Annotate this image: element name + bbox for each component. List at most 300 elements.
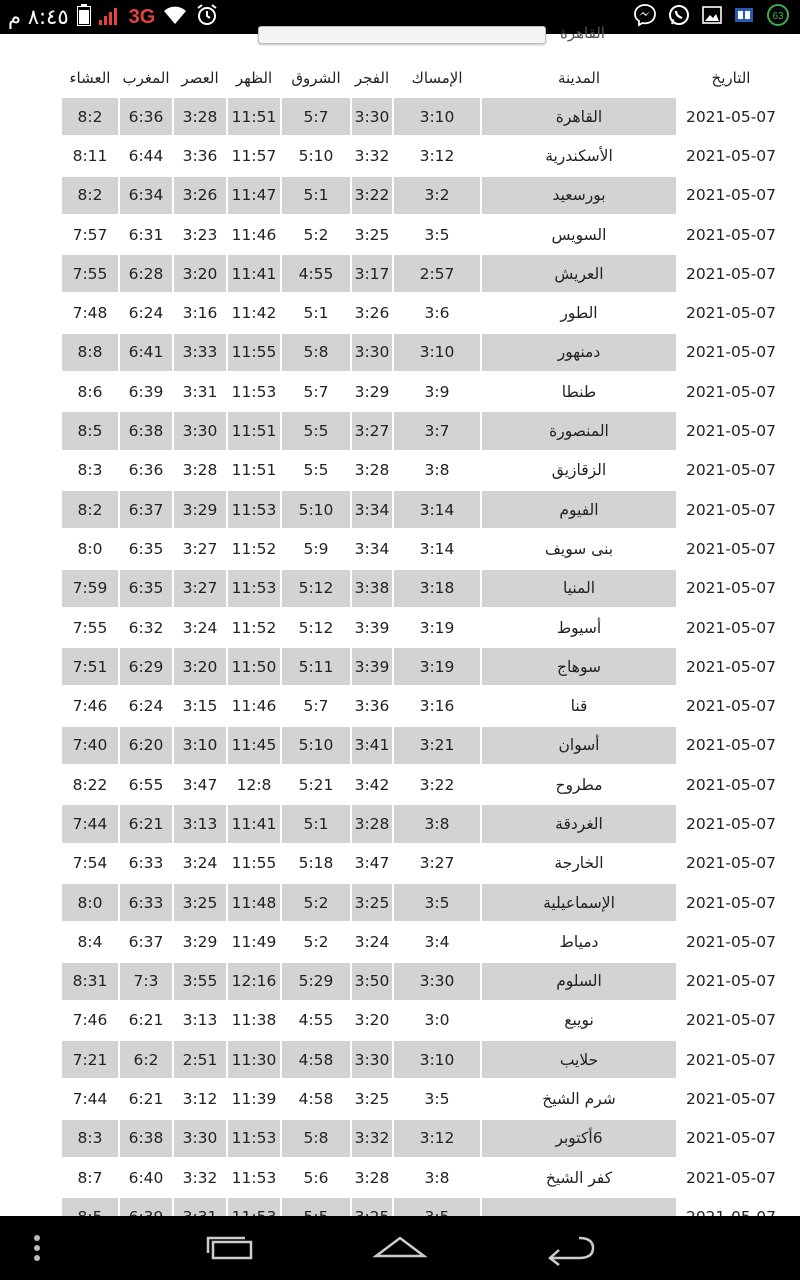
- cell-date: 2021-05-07: [678, 1041, 784, 1078]
- wifi-icon: [163, 5, 187, 29]
- cell-fajr: 3:29: [352, 373, 392, 410]
- cell-asr: 3:15: [174, 687, 226, 724]
- cell-imsak: 3:7: [394, 412, 480, 449]
- cell-dhuhr: 11:39: [228, 1080, 280, 1117]
- cell-imsak: 3:8: [394, 452, 480, 489]
- cell-city: الزقازيق: [482, 452, 676, 489]
- cell-isha: 7:55: [62, 255, 118, 292]
- cell-city: المنيا: [482, 570, 676, 607]
- cell-date: 2021-05-07: [678, 294, 784, 331]
- cell-isha: 8:4: [62, 923, 118, 960]
- cell-fajr: 3:26: [352, 294, 392, 331]
- cell-maghrib: 6:38: [120, 1120, 172, 1157]
- cell-dhuhr: 11:48: [228, 884, 280, 921]
- cell-maghrib: 6:31: [120, 216, 172, 253]
- cell-city: الطور: [482, 294, 676, 331]
- menu-dots-icon[interactable]: [20, 1216, 54, 1280]
- battery-icon: [77, 4, 91, 30]
- cell-asr: 3:27: [174, 530, 226, 567]
- cell-maghrib: 6:35: [120, 570, 172, 607]
- cell-sunrise: 5:11: [282, 648, 350, 685]
- cell-maghrib: 6:44: [120, 137, 172, 174]
- cell-maghrib: 7:3: [120, 963, 172, 1000]
- cell-date: 2021-05-07: [678, 845, 784, 882]
- cell-sunrise: 5:6: [282, 1159, 350, 1196]
- table-row: [62, 845, 784, 882]
- cell-imsak: 3:21: [394, 727, 480, 764]
- table-row: [62, 1041, 784, 1078]
- cell-city: السويس: [482, 216, 676, 253]
- cell-maghrib: 6:36: [120, 452, 172, 489]
- cell-isha: 7:44: [62, 1080, 118, 1117]
- cell-isha: 8:31: [62, 963, 118, 1000]
- cell-asr: 3:10: [174, 727, 226, 764]
- status-time: ٨:٤٥ م: [8, 5, 69, 29]
- cell-maghrib: 6:41: [120, 334, 172, 371]
- cell-maghrib: 6:39: [120, 373, 172, 410]
- status-left: [8, 0, 219, 34]
- cell-dhuhr: 11:55: [228, 845, 280, 882]
- cell-maghrib: 6:21: [120, 805, 172, 842]
- cell-date: 2021-05-07: [678, 1159, 784, 1196]
- cell-date: 2021-05-07: [678, 570, 784, 607]
- cell-sunrise: 5:2: [282, 216, 350, 253]
- cell-isha: 8:0: [62, 884, 118, 921]
- cell-date: 2021-05-07: [678, 98, 784, 135]
- cell-fajr: 3:25: [352, 1080, 392, 1117]
- cell-imsak: 3:2: [394, 177, 480, 214]
- cell-imsak: 3:8: [394, 805, 480, 842]
- cell-asr: 3:31: [174, 373, 226, 410]
- cell-isha: 7:21: [62, 1041, 118, 1078]
- cell-dhuhr: 11:53: [228, 373, 280, 410]
- cell-city: طنطا: [482, 373, 676, 410]
- table-row: [62, 294, 784, 331]
- cell-imsak: 3:19: [394, 609, 480, 646]
- cell-dhuhr: 11:46: [228, 687, 280, 724]
- cell-imsak: 3:5: [394, 1080, 480, 1117]
- cell-isha: 8:7: [62, 1159, 118, 1196]
- cell-imsak: 3:6: [394, 294, 480, 331]
- table-row: [62, 1120, 784, 1157]
- table-row: [62, 963, 784, 1000]
- cell-city: دمياط: [482, 923, 676, 960]
- cell-sunrise: 5:7: [282, 687, 350, 724]
- cell-fajr: 3:32: [352, 1120, 392, 1157]
- cell-fajr: 3:47: [352, 845, 392, 882]
- cell-isha: 7:44: [62, 805, 118, 842]
- cell-dhuhr: 11:47: [228, 177, 280, 214]
- cell-date: 2021-05-07: [678, 177, 784, 214]
- cell-city: قنا: [482, 687, 676, 724]
- prayer-times-table: [60, 58, 786, 1238]
- cell-dhuhr: 11:50: [228, 648, 280, 685]
- table-row: [62, 412, 784, 449]
- cell-sunrise: 5:8: [282, 1120, 350, 1157]
- table-row: [62, 255, 784, 292]
- cell-maghrib: 6:24: [120, 294, 172, 331]
- cell-sunrise: 5:21: [282, 766, 350, 803]
- cell-imsak: 3:10: [394, 98, 480, 135]
- cell-city: الفيوم: [482, 491, 676, 528]
- cell-fajr: 3:42: [352, 766, 392, 803]
- cell-imsak: 3:22: [394, 766, 480, 803]
- table-row: [62, 1080, 784, 1117]
- cell-city: بورسعيد: [482, 177, 676, 214]
- city-select-label: القاهرة: [560, 24, 605, 42]
- cell-asr: 3:13: [174, 805, 226, 842]
- cell-city: سوهاج: [482, 648, 676, 685]
- table-row: [62, 805, 784, 842]
- cell-date: 2021-05-07: [678, 530, 784, 567]
- cell-isha: 7:46: [62, 1002, 118, 1039]
- cell-isha: 7:40: [62, 727, 118, 764]
- city-select-box[interactable]: [258, 26, 546, 44]
- cell-date: 2021-05-07: [678, 373, 784, 410]
- cell-isha: 7:46: [62, 687, 118, 724]
- cell-sunrise: 4:55: [282, 255, 350, 292]
- cell-fajr: 3:30: [352, 1041, 392, 1078]
- cell-dhuhr: 11:53: [228, 1120, 280, 1157]
- cell-sunrise: 5:12: [282, 570, 350, 607]
- cell-city: مطروح: [482, 766, 676, 803]
- cell-imsak: 3:9: [394, 373, 480, 410]
- cell-maghrib: 6:40: [120, 1159, 172, 1196]
- cell-asr: 3:26: [174, 177, 226, 214]
- cell-imsak: 3:0: [394, 1002, 480, 1039]
- cell-maghrib: 6:21: [120, 1080, 172, 1117]
- cell-imsak: 3:30: [394, 963, 480, 1000]
- messenger-icon: [634, 4, 656, 30]
- cell-date: 2021-05-07: [678, 805, 784, 842]
- cell-city: بنى سويف: [482, 530, 676, 567]
- cell-fajr: 3:32: [352, 137, 392, 174]
- cell-city: الأسكندرية: [482, 137, 676, 174]
- cell-fajr: 3:27: [352, 412, 392, 449]
- cell-isha: 7:48: [62, 294, 118, 331]
- cell-sunrise: 5:8: [282, 334, 350, 371]
- column-header-fajr: الفجر: [354, 69, 390, 87]
- cell-dhuhr: 11:52: [228, 530, 280, 567]
- cell-maghrib: 6:29: [120, 648, 172, 685]
- table-row: [62, 334, 784, 371]
- cell-imsak: 3:8: [394, 1159, 480, 1196]
- cell-imsak: 3:14: [394, 491, 480, 528]
- cell-sunrise: 5:10: [282, 727, 350, 764]
- signal-icon: [99, 5, 121, 29]
- cell-dhuhr: 11:55: [228, 334, 280, 371]
- cell-maghrib: 6:38: [120, 412, 172, 449]
- cell-sunrise: 5:9: [282, 530, 350, 567]
- table-body: [62, 98, 784, 1236]
- cell-date: 2021-05-07: [678, 334, 784, 371]
- cell-date: 2021-05-07: [678, 491, 784, 528]
- column-header-date: التاريخ: [711, 69, 751, 87]
- cell-city: كفر الشيخ: [482, 1159, 676, 1196]
- cell-fajr: 3:30: [352, 98, 392, 135]
- cell-isha: 8:2: [62, 491, 118, 528]
- table-row: [62, 491, 784, 528]
- table-row: [62, 727, 784, 764]
- cell-date: 2021-05-07: [678, 648, 784, 685]
- cell-asr: 3:55: [174, 963, 226, 1000]
- recent-apps-icon[interactable]: [195, 1216, 265, 1280]
- cell-maghrib: 6:33: [120, 884, 172, 921]
- cell-sunrise: 4:58: [282, 1041, 350, 1078]
- cell-fajr: 3:17: [352, 255, 392, 292]
- cell-maghrib: 6:28: [120, 255, 172, 292]
- cell-imsak: 2:57: [394, 255, 480, 292]
- table-header-row: [62, 60, 784, 96]
- column-header-city: المدينة: [557, 69, 601, 87]
- cell-date: 2021-05-07: [678, 963, 784, 1000]
- status-right: [634, 0, 790, 34]
- column-header-isha: العشاء: [69, 69, 111, 87]
- cell-isha: 8:3: [62, 1120, 118, 1157]
- cell-city: أسيوط: [482, 609, 676, 646]
- cell-maghrib: 6:20: [120, 727, 172, 764]
- table-row: [62, 98, 784, 135]
- cell-dhuhr: 11:53: [228, 491, 280, 528]
- table-row: [62, 884, 784, 921]
- cell-dhuhr: 11:41: [228, 805, 280, 842]
- cell-city: السلوم: [482, 963, 676, 1000]
- cell-dhuhr: 12:8: [228, 766, 280, 803]
- cell-maghrib: 6:34: [120, 177, 172, 214]
- cell-asr: 3:30: [174, 1120, 226, 1157]
- cell-imsak: 3:18: [394, 570, 480, 607]
- cell-city: نويبع: [482, 1002, 676, 1039]
- table-row: [62, 609, 784, 646]
- cell-maghrib: 6:33: [120, 845, 172, 882]
- cell-isha: 8:11: [62, 137, 118, 174]
- table-row: [62, 570, 784, 607]
- cell-date: 2021-05-07: [678, 687, 784, 724]
- cell-maghrib: 6:32: [120, 609, 172, 646]
- web-content[interactable]: [0, 24, 800, 1216]
- cell-asr: 3:28: [174, 98, 226, 135]
- cell-asr: 3:23: [174, 216, 226, 253]
- cell-maghrib: 6:21: [120, 1002, 172, 1039]
- cell-city: الإسماعيلية: [482, 884, 676, 921]
- cell-dhuhr: 12:16: [228, 963, 280, 1000]
- cell-dhuhr: 11:45: [228, 727, 280, 764]
- cell-date: 2021-05-07: [678, 766, 784, 803]
- cell-maghrib: 6:35: [120, 530, 172, 567]
- table-row: [62, 1159, 784, 1196]
- cell-fajr: 3:39: [352, 648, 392, 685]
- cell-sunrise: 5:29: [282, 963, 350, 1000]
- cell-maghrib: 6:37: [120, 923, 172, 960]
- table-row: [62, 216, 784, 253]
- cell-city: شرم الشيخ: [482, 1080, 676, 1117]
- cell-isha: 7:57: [62, 216, 118, 253]
- table-row: [62, 452, 784, 489]
- cell-asr: 3:28: [174, 452, 226, 489]
- cell-fajr: 3:41: [352, 727, 392, 764]
- cell-dhuhr: 11:42: [228, 294, 280, 331]
- cell-city: دمنهور: [482, 334, 676, 371]
- table-row: [62, 373, 784, 410]
- table-row: [62, 923, 784, 960]
- cell-maghrib: 6:37: [120, 491, 172, 528]
- cell-isha: 8:8: [62, 334, 118, 371]
- column-header-maghrib: المغرب: [122, 69, 170, 87]
- cell-date: 2021-05-07: [678, 1002, 784, 1039]
- cell-imsak: 3:16: [394, 687, 480, 724]
- cell-asr: 3:24: [174, 845, 226, 882]
- cell-asr: 3:20: [174, 648, 226, 685]
- cell-city: المنصورة: [482, 412, 676, 449]
- cell-fajr: 3:30: [352, 334, 392, 371]
- cell-dhuhr: 11:46: [228, 216, 280, 253]
- cell-sunrise: 5:2: [282, 884, 350, 921]
- cell-fajr: 3:34: [352, 530, 392, 567]
- cell-sunrise: 4:58: [282, 1080, 350, 1117]
- cell-city: العريش: [482, 255, 676, 292]
- cell-isha: 7:51: [62, 648, 118, 685]
- cell-isha: 8:3: [62, 452, 118, 489]
- cell-asr: 3:12: [174, 1080, 226, 1117]
- cell-asr: 3:25: [174, 884, 226, 921]
- cell-fajr: 3:38: [352, 570, 392, 607]
- cell-city: القاهرة: [482, 98, 676, 135]
- whatsapp-icon: [668, 4, 690, 30]
- cell-sunrise: 5:10: [282, 491, 350, 528]
- cell-imsak: 3:5: [394, 884, 480, 921]
- cell-asr: 3:29: [174, 491, 226, 528]
- cell-dhuhr: 11:30: [228, 1041, 280, 1078]
- table-row: [62, 648, 784, 685]
- cell-imsak: 3:10: [394, 334, 480, 371]
- cell-fajr: 3:20: [352, 1002, 392, 1039]
- cell-date: 2021-05-07: [678, 255, 784, 292]
- table-row: [62, 1002, 784, 1039]
- cell-asr: 3:20: [174, 255, 226, 292]
- cell-city: الخارجة: [482, 845, 676, 882]
- cell-sunrise: 5:7: [282, 373, 350, 410]
- cell-asr: 3:16: [174, 294, 226, 331]
- cell-asr: 3:27: [174, 570, 226, 607]
- cell-maghrib: 6:24: [120, 687, 172, 724]
- cell-fajr: 3:34: [352, 491, 392, 528]
- cell-imsak: 3:19: [394, 648, 480, 685]
- cell-fajr: 3:36: [352, 687, 392, 724]
- column-header-dhuhr: الظهر: [235, 69, 273, 87]
- cell-maghrib: 6:2: [120, 1041, 172, 1078]
- cell-dhuhr: 11:51: [228, 98, 280, 135]
- table-row: [62, 766, 784, 803]
- cell-date: 2021-05-07: [678, 1080, 784, 1117]
- cell-date: 2021-05-07: [678, 727, 784, 764]
- cell-isha: 7:59: [62, 570, 118, 607]
- cell-date: 2021-05-07: [678, 452, 784, 489]
- cell-fajr: 3:39: [352, 609, 392, 646]
- cell-fajr: 3:22: [352, 177, 392, 214]
- cell-fajr: 3:50: [352, 963, 392, 1000]
- cell-isha: 8:22: [62, 766, 118, 803]
- cell-date: 2021-05-07: [678, 216, 784, 253]
- cell-asr: 3:24: [174, 609, 226, 646]
- cell-isha: 7:54: [62, 845, 118, 882]
- cell-dhuhr: 11:51: [228, 452, 280, 489]
- cell-asr: 3:33: [174, 334, 226, 371]
- cell-sunrise: 5:18: [282, 845, 350, 882]
- cell-isha: 8:0: [62, 530, 118, 567]
- cell-date: 2021-05-07: [678, 1120, 784, 1157]
- network-type: 3G: [128, 5, 156, 28]
- cell-date: 2021-05-07: [678, 923, 784, 960]
- cell-maghrib: 6:36: [120, 98, 172, 135]
- cell-fajr: 3:25: [352, 216, 392, 253]
- cell-date: 2021-05-07: [678, 137, 784, 174]
- cell-fajr: 3:28: [352, 1159, 392, 1196]
- cell-sunrise: 5:1: [282, 294, 350, 331]
- data-saver-badge: 63: [772, 11, 784, 22]
- navigation-bar: [0, 1216, 800, 1280]
- cell-dhuhr: 11:53: [228, 1159, 280, 1196]
- cell-isha: 8:6: [62, 373, 118, 410]
- cell-fajr: 3:28: [352, 805, 392, 842]
- cell-imsak: 3:14: [394, 530, 480, 567]
- book-icon: [734, 6, 754, 28]
- cell-maghrib: 6:55: [120, 766, 172, 803]
- cell-sunrise: 5:1: [282, 177, 350, 214]
- cell-dhuhr: 11:57: [228, 137, 280, 174]
- cell-sunrise: 5:5: [282, 452, 350, 489]
- cell-asr: 3:29: [174, 923, 226, 960]
- table-row: [62, 530, 784, 567]
- column-header-asr: العصر: [181, 69, 219, 87]
- cell-fajr: 3:28: [352, 452, 392, 489]
- table-row: [62, 177, 784, 214]
- cell-asr: 3:47: [174, 766, 226, 803]
- home-icon[interactable]: [365, 1216, 435, 1280]
- gallery-icon: [702, 6, 722, 28]
- cell-asr: 3:13: [174, 1002, 226, 1039]
- cell-city: الغردقة: [482, 805, 676, 842]
- cell-sunrise: 5:7: [282, 98, 350, 135]
- column-header-imsak: الإمساك: [411, 69, 463, 87]
- cell-dhuhr: 11:51: [228, 412, 280, 449]
- cell-sunrise: 4:55: [282, 1002, 350, 1039]
- cell-fajr: 3:25: [352, 884, 392, 921]
- cell-imsak: 3:5: [394, 216, 480, 253]
- cell-date: 2021-05-07: [678, 412, 784, 449]
- cell-date: 2021-05-07: [678, 609, 784, 646]
- cell-dhuhr: 11:49: [228, 923, 280, 960]
- cell-city: 6أكتوبر: [482, 1120, 676, 1157]
- cell-asr: 3:36: [174, 137, 226, 174]
- cell-fajr: 3:24: [352, 923, 392, 960]
- cell-imsak: 3:12: [394, 137, 480, 174]
- cell-isha: 7:55: [62, 609, 118, 646]
- table-row: [62, 137, 784, 174]
- back-icon[interactable]: [535, 1216, 605, 1280]
- table-row: [62, 687, 784, 724]
- cell-asr: 3:32: [174, 1159, 226, 1196]
- cell-imsak: 3:27: [394, 845, 480, 882]
- cell-asr: 3:30: [174, 412, 226, 449]
- cell-imsak: 3:12: [394, 1120, 480, 1157]
- cell-dhuhr: 11:52: [228, 609, 280, 646]
- data-saver-icon: [766, 3, 790, 31]
- cell-sunrise: 5:5: [282, 412, 350, 449]
- cell-city: أسوان: [482, 727, 676, 764]
- cell-city: حلايب: [482, 1041, 676, 1078]
- cell-isha: 8:5: [62, 412, 118, 449]
- cell-dhuhr: 11:38: [228, 1002, 280, 1039]
